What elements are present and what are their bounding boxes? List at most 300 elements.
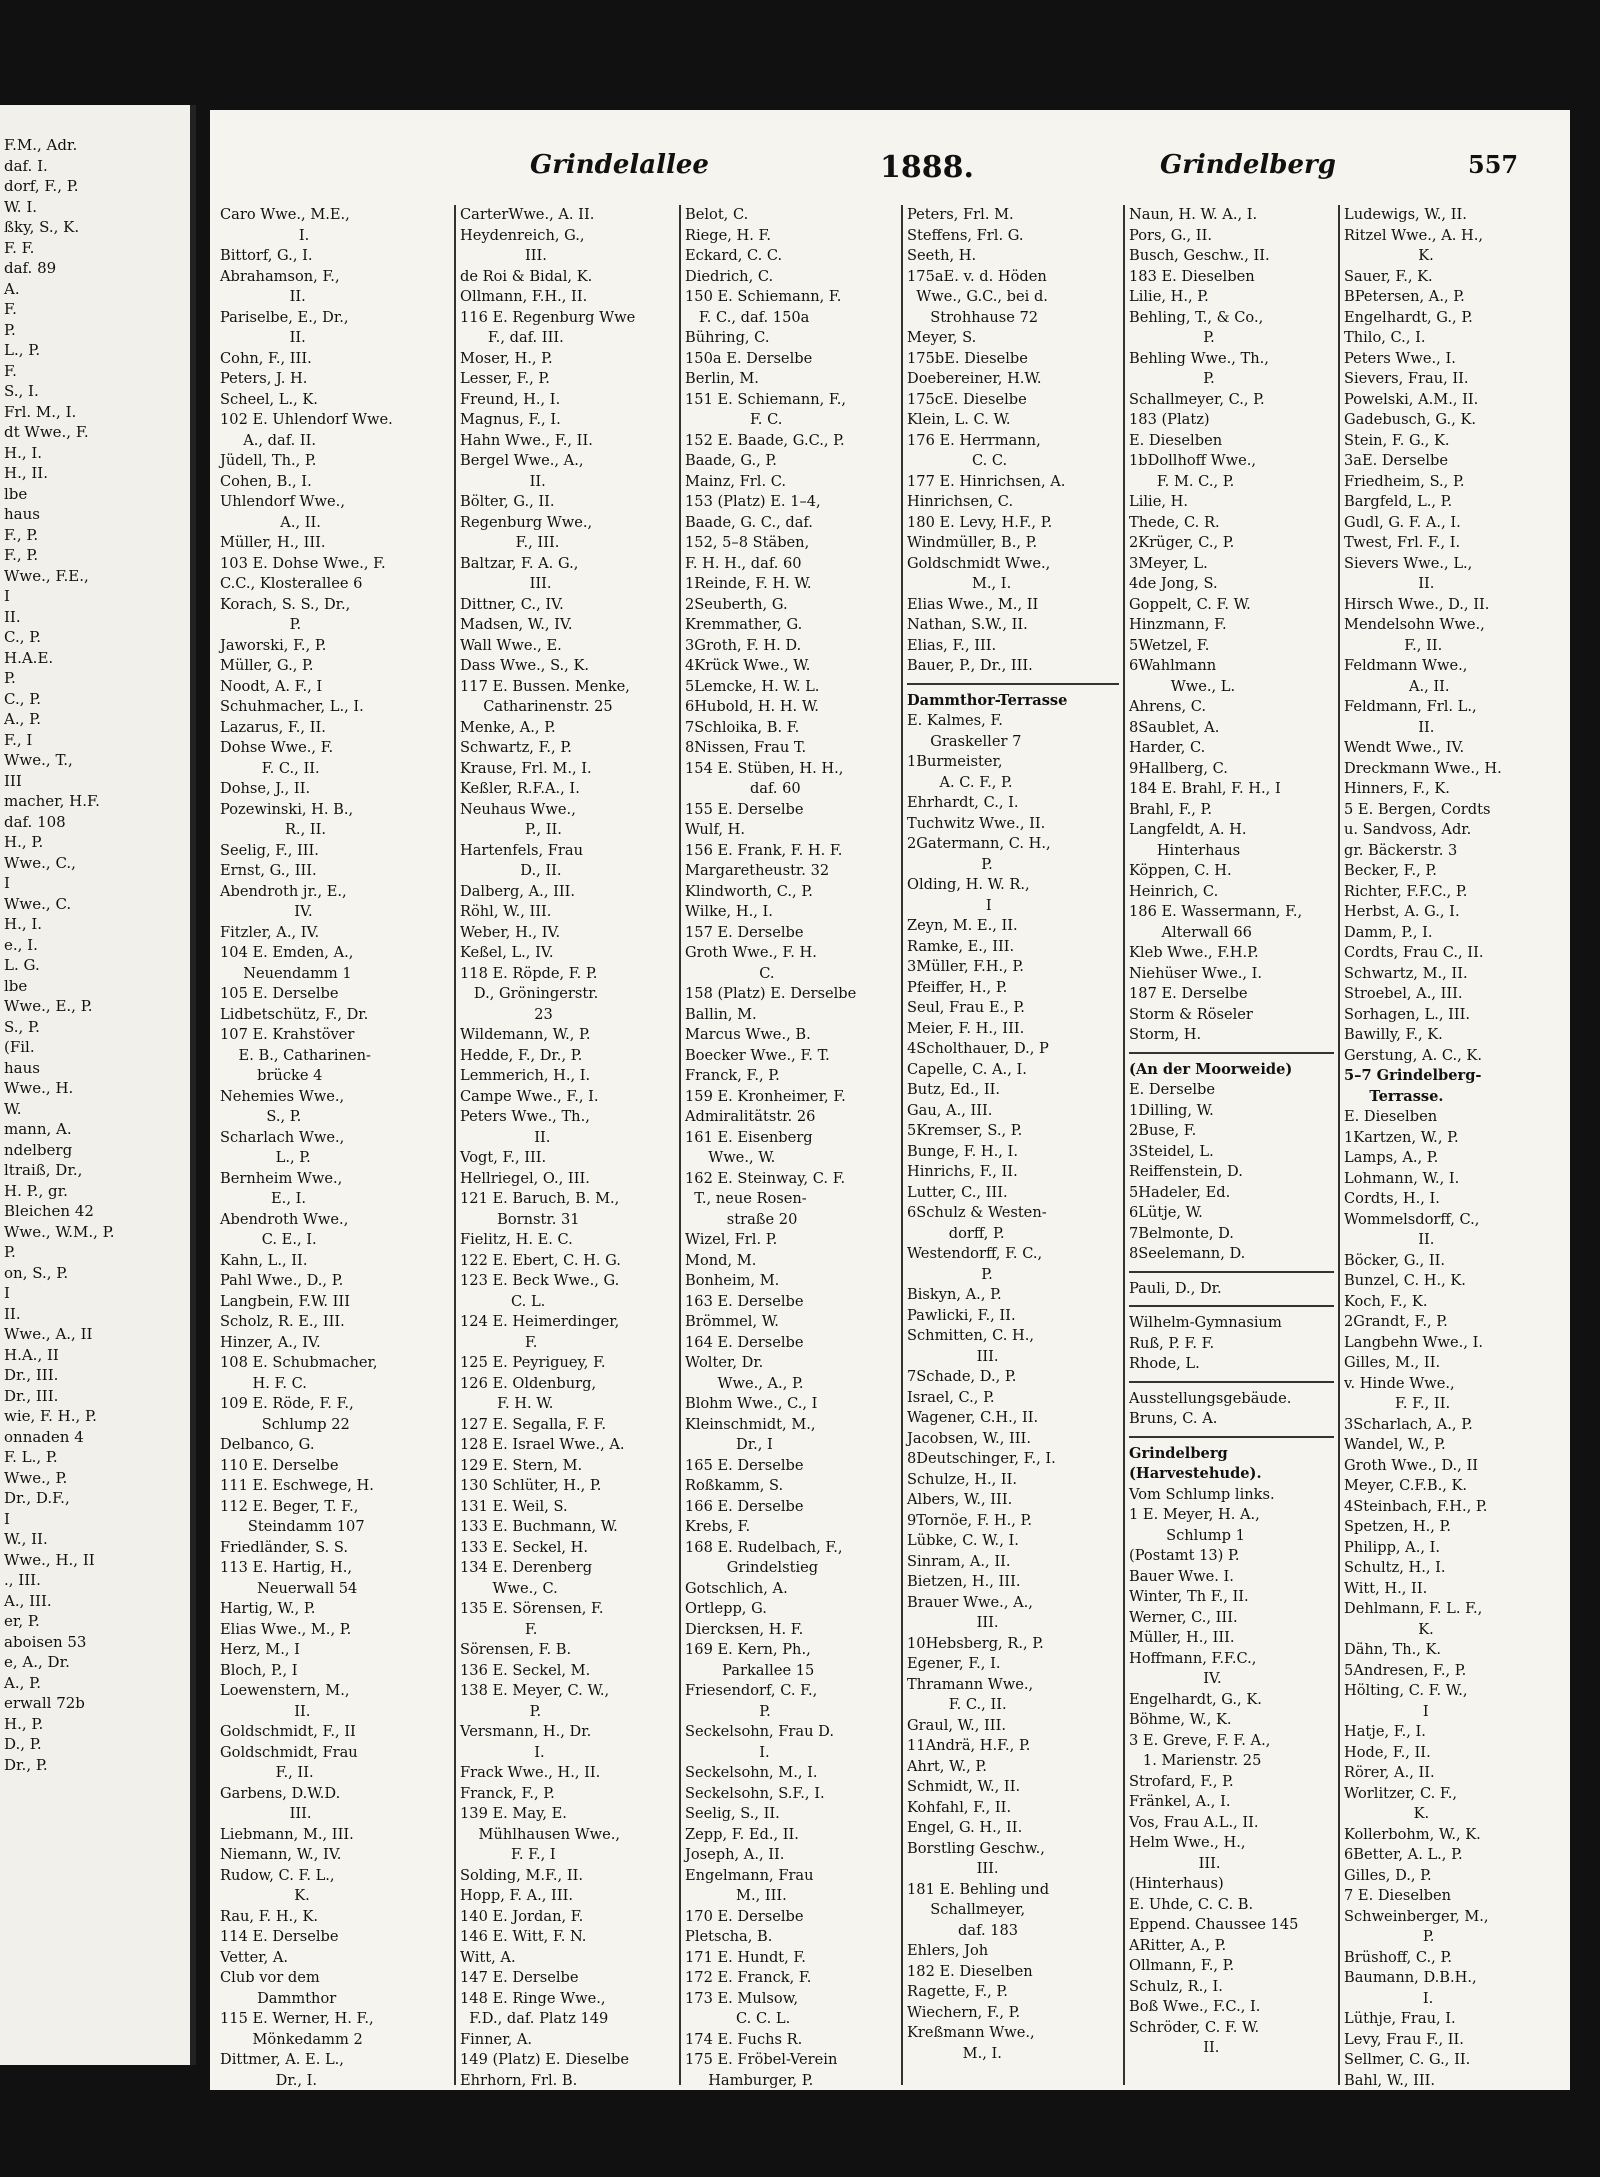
directory-entry: Brauer Wwe., A., <box>907 1593 1033 1611</box>
directory-entry: Schweinberger, M., <box>1344 1907 1489 1925</box>
directory-entry: Gotschlich, A. <box>685 1579 788 1597</box>
directory-entry: I <box>1344 1702 1429 1720</box>
directory-entry: 3Steidel, L. <box>1129 1142 1214 1160</box>
directory-entry: Bloch, P., I <box>220 1661 298 1679</box>
margin-fragment: Dr., P. <box>4 1755 48 1774</box>
directory-entry: Lazarus, F., II. <box>220 718 326 736</box>
margin-fragment: II. <box>4 607 21 626</box>
directory-entry: Dass Wwe., S., K. <box>460 657 589 674</box>
directory-entry: Olding, H. W. R., <box>907 876 1030 893</box>
directory-entry: 115 E. Werner, H. F., <box>220 2010 374 2027</box>
directory-entry: Club vor dem <box>220 1969 320 1986</box>
directory-entry: 154 E. Stüben, H. H., <box>685 759 844 777</box>
header-street-left: Grindelallee <box>530 150 709 180</box>
directory-entry: Menke, A., P. <box>460 718 556 736</box>
directory-entry: Mainz, Frl. C. <box>685 472 787 490</box>
directory-entry: Engelhardt, G., K. <box>1129 1690 1262 1708</box>
directory-entry: 134 E. Derenberg <box>460 1559 593 1576</box>
margin-fragment: F.M., Adr. <box>4 136 78 154</box>
directory-entry: Bruns, C. A. <box>1129 1410 1218 1427</box>
directory-entry: Regenburg Wwe., <box>460 513 593 531</box>
directory-entry: Schwartz, M., II. <box>1344 964 1468 982</box>
directory-entry: Behling, T., & Co., <box>1129 308 1264 326</box>
directory-entry: Keßler, R.F.A., I. <box>460 780 580 797</box>
directory-entry: Baade, G., P. <box>685 452 777 469</box>
directory-entry: Hode, F., II. <box>1344 1743 1431 1761</box>
directory-entry: F., II. <box>220 1764 314 1781</box>
directory-entry: Lübke, C. W., I. <box>907 1532 1019 1549</box>
directory-entry: dorff, P. <box>907 1224 1005 1242</box>
directory-entry: Hatje, F., I. <box>1344 1723 1426 1740</box>
directory-entry: Capelle, C. A., I. <box>907 1060 1027 1078</box>
directory-entry: 1 E. Meyer, H. A., <box>1129 1506 1260 1523</box>
directory-entry: 3Meyer, L. <box>1129 554 1208 572</box>
directory-entry: 173 E. Mulsow, <box>685 1989 799 2007</box>
margin-fragment: daf. 108 <box>4 812 66 831</box>
directory-entry: Lemmerich, H., I. <box>460 1067 591 1084</box>
directory-entry: 181 E. Behling und <box>907 1880 1050 1898</box>
directory-entry: 2Buse, F. <box>1129 1122 1197 1139</box>
directory-entry: Dr., I <box>685 1436 773 1453</box>
directory-entry: Steindamm 107 <box>220 1518 365 1535</box>
directory-entry: 147 E. Derselbe <box>460 1969 579 1986</box>
directory-entry: 105 E. Derselbe <box>220 985 339 1002</box>
directory-entry: Ahrt, W., P. <box>907 1757 987 1775</box>
directory-entry: Rau, F. H., K. <box>220 1907 319 1925</box>
directory-entry: Bauer Wwe. I. <box>1129 1567 1234 1585</box>
margin-fragment: Wwe., H., II <box>4 1550 95 1569</box>
directory-entry: 186 E. Wassermann, F., <box>1129 903 1303 920</box>
directory-entry: K. <box>220 1887 310 1904</box>
directory-entry: 4Steinbach, F.H., P. <box>1344 1497 1488 1515</box>
directory-entry: 111 E. Eschwege, H. <box>220 1477 374 1494</box>
directory-entry: Parkallee 15 <box>685 1661 815 1679</box>
directory-entry: III. <box>460 575 552 592</box>
directory-entry: Ritzel Wwe., A. H., <box>1344 226 1484 244</box>
directory-entry: daf. 60 <box>685 780 801 797</box>
directory-entry: Pletscha, B. <box>685 1928 773 1945</box>
directory-entry: E., I. <box>220 1190 307 1207</box>
section-rule <box>1129 1052 1334 1060</box>
directory-entry: 5Kremser, S., P. <box>907 1122 1023 1139</box>
directory-entry: 121 E. Baruch, B. M., <box>460 1190 620 1207</box>
directory-entry: Wwe., C. <box>460 1579 558 1597</box>
directory-entry: F. F., II. <box>1344 1395 1451 1412</box>
directory-entry: 1Kartzen, W., P. <box>1344 1128 1459 1146</box>
directory-entry: Jüdell, Th., P. <box>220 452 317 469</box>
directory-entry: 2Seuberth, G. <box>685 595 788 613</box>
directory-entry: Scheel, L., K. <box>220 390 318 408</box>
directory-entry: Bernheim Wwe., <box>220 1169 343 1187</box>
directory-entry: 4de Jong, S. <box>1129 575 1218 592</box>
directory-entry: Eckard, C. C. <box>685 247 783 264</box>
directory-entry: Feldmann Wwe., <box>1344 657 1468 674</box>
directory-entry: Rudow, C. F. L., <box>220 1866 335 1884</box>
directory-entry: Schallmeyer, C., P. <box>1129 390 1265 408</box>
directory-entry: 5Hadeler, Ed. <box>1129 1183 1231 1201</box>
margin-fragment: F., I <box>4 730 33 749</box>
directory-entry: Wagener, C.H., II. <box>907 1409 1039 1426</box>
directory-entry: Neuendamm 1 <box>220 964 352 982</box>
directory-entry: III. <box>907 1347 999 1365</box>
directory-entry: Damm, P., I. <box>1344 923 1433 941</box>
directory-entry: Peters, Frl. M. <box>907 206 1014 223</box>
directory-entry: Hellriegel, O., III. <box>460 1169 590 1187</box>
directory-entry: Diedrich, C. <box>685 267 774 285</box>
directory-entry: (Hinterhaus) <box>1129 1875 1224 1892</box>
margin-fragment: II. <box>4 1304 21 1323</box>
directory-entry: Ludewigs, W., II. <box>1344 206 1467 223</box>
directory-entry: S., P. <box>220 1108 302 1125</box>
margin-fragment: erwall 72b <box>4 1694 85 1712</box>
directory-entry: v. Hinde Wwe., <box>1344 1374 1455 1392</box>
directory-entry: Seelig, F., III. <box>220 841 319 859</box>
directory-entry: 174 E. Fuchs R. <box>685 2030 803 2048</box>
directory-entry: Pozewinski, H. B., <box>220 800 354 818</box>
directory-entry: Ehlers, Joh <box>907 1942 989 1959</box>
directory-entry: Dohse, J., II. <box>220 780 311 797</box>
directory-entry: II. <box>220 329 306 346</box>
directory-entry: 170 E. Derselbe <box>685 1907 804 1925</box>
directory-entry: Schuhmacher, L., I. <box>220 698 364 715</box>
directory-entry: I. <box>685 1743 770 1761</box>
directory-entry: II. <box>220 288 306 305</box>
margin-fragment: D., P. <box>4 1735 42 1753</box>
directory-entry: Egener, F., I. <box>907 1655 1001 1672</box>
margin-fragment: dt Wwe., F. <box>4 423 89 441</box>
directory-entry: Wilhelm-Gymnasium <box>1129 1314 1282 1331</box>
previous-page-text-fragments <box>0 105 190 1775</box>
directory-entry: A., II. <box>1344 677 1450 695</box>
directory-entry: 7Schade, D., P. <box>907 1368 1017 1385</box>
directory-entry: 151 E. Schiemann, F., <box>685 390 847 408</box>
directory-entry: Ruß, P. F. F. <box>1129 1334 1215 1352</box>
directory-entry: BPetersen, A., P. <box>1344 288 1465 305</box>
directory-entry: 110 E. Derselbe <box>220 1456 339 1474</box>
directory-entry: P. <box>1129 329 1215 346</box>
directory-entry: A., II. <box>220 513 321 531</box>
directory-entry: 109 E. Röde, F. F., <box>220 1395 354 1412</box>
directory-entry: Heinrich, C. <box>1129 882 1219 900</box>
column-2 <box>460 205 675 2109</box>
header-street-right: Grindelberg <box>1160 150 1336 180</box>
directory-entry: Sinram, A., II. <box>907 1552 1011 1570</box>
directory-entry: Neuerwall 54 <box>220 1579 358 1597</box>
directory-entry: Uhlendorf Wwe., <box>220 493 345 510</box>
directory-entry: 175cE. Dieselbe <box>907 390 1027 408</box>
column-4 <box>907 205 1119 2075</box>
directory-entry: Roßkamm, S. <box>685 1477 784 1494</box>
directory-entry: Wall Wwe., E. <box>460 636 562 654</box>
directory-entry: Zeyn, M. E., II. <box>907 917 1018 934</box>
margin-fragment: W. <box>4 1099 22 1118</box>
directory-entry: E. Uhde, C. C. B. <box>1129 1895 1254 1913</box>
margin-fragment: Wwe., A., II <box>4 1325 93 1343</box>
directory-entry: Meyer, S. <box>907 329 977 346</box>
directory-entry: Mendelsohn Wwe., <box>1344 616 1485 633</box>
directory-entry: E. Kalmes, F. <box>907 712 1003 729</box>
margin-fragment: Wwe., E., P. <box>4 997 93 1015</box>
directory-entry: Bittorf, G., I. <box>220 247 313 264</box>
directory-entry: Baade, G. C., daf. <box>685 513 813 531</box>
directory-entry: Cohen, B., I. <box>220 472 312 490</box>
directory-entry: Campe Wwe., F., I. <box>460 1087 599 1105</box>
directory-entry: 1Reinde, F. H. W. <box>685 575 812 592</box>
directory-entry: Wandel, W., P. <box>1344 1436 1446 1453</box>
directory-entry: Thramann Wwe., <box>907 1675 1034 1693</box>
directory-entry: Ramke, E., III. <box>907 937 1015 955</box>
directory-entry: 118 E. Röpde, F. P. <box>460 964 598 982</box>
directory-entry: 152 E. Baade, G.C., P. <box>685 431 845 449</box>
directory-entry: Kleb Wwe., F.H.P. <box>1129 944 1259 961</box>
directory-entry: Dammthor <box>220 1989 337 2007</box>
directory-entry: 136 E. Seckel, M. <box>460 1661 591 1679</box>
margin-fragment: dorf, F., P. <box>4 177 79 195</box>
directory-entry: Liebmann, M., III. <box>220 1825 354 1843</box>
directory-entry: 123 E. Beck Wwe., G. <box>460 1272 620 1289</box>
directory-entry: 5Lemcke, H. W. L. <box>685 677 820 695</box>
directory-entry: 112 E. Beger, T. F., <box>220 1497 359 1515</box>
directory-entry: Cohn, F., III. <box>220 349 312 367</box>
margin-fragment: Bleichen 42 <box>4 1202 94 1220</box>
margin-fragment: Wwe., H. <box>4 1079 74 1097</box>
directory-entry: Hinzer, A., IV. <box>220 1333 321 1351</box>
directory-entry: Storm, H. <box>1129 1026 1202 1043</box>
directory-entry: Ollmann, F., P. <box>1129 1957 1235 1974</box>
directory-entry: Twest, Frl. F., I. <box>1344 534 1461 551</box>
directory-entry: Mühlhausen Wwe., <box>460 1825 621 1843</box>
directory-entry: D., II. <box>460 862 562 879</box>
directory-entry: 165 E. Derselbe <box>685 1456 804 1474</box>
directory-entry: Catharinenstr. 25 <box>460 698 613 715</box>
column-1 <box>220 205 450 2089</box>
directory-entry: Hinterhaus <box>1129 841 1241 859</box>
directory-entry: Langbein, F.W. III <box>220 1292 350 1310</box>
directory-entry: 156 E. Frank, F. H. F. <box>685 841 843 859</box>
directory-entry: 183 (Platz) <box>1129 411 1210 428</box>
margin-fragment: F. L., P. <box>4 1448 58 1466</box>
margin-fragment: W. I. <box>4 197 38 216</box>
directory-entry: 8Nissen, Frau T. <box>685 739 807 756</box>
directory-entry: 150a E. Derselbe <box>685 349 813 367</box>
directory-entry: Fielitz, H. E. C. <box>460 1231 573 1248</box>
margin-fragment: I <box>4 874 10 892</box>
directory-entry: Witt, A. <box>460 1948 516 1966</box>
directory-entry: Naun, H. W. A., I. <box>1129 206 1258 223</box>
directory-entry: Kohfahl, F., II. <box>907 1798 1012 1816</box>
directory-entry: Ortlepp, G. <box>685 1600 767 1617</box>
column-divider <box>679 205 681 2085</box>
directory-entry: P. <box>1344 1928 1435 1945</box>
directory-entry: Finner, A. <box>460 2030 533 2048</box>
margin-fragment: F. <box>4 300 17 318</box>
directory-entry: Schmidt, W., II. <box>907 1778 1021 1795</box>
directory-entry: Wildemann, W., P. <box>460 1026 591 1043</box>
directory-entry: Boecker Wwe., F. T. <box>685 1046 830 1064</box>
directory-entry: 133 E. Seckel, H. <box>460 1538 589 1556</box>
directory-entry: C. C. L. <box>685 2010 791 2027</box>
directory-entry: Scholz, R. E., III. <box>220 1313 345 1330</box>
directory-entry: Steffens, Frl. G. <box>907 226 1024 244</box>
directory-entry: Köppen, C. H. <box>1129 862 1232 879</box>
directory-entry: Hopp, F. A., III. <box>460 1887 573 1904</box>
directory-entry: Werner, C., III. <box>1129 1608 1238 1626</box>
margin-fragment: L., P. <box>4 341 41 359</box>
margin-fragment: S., I. <box>4 382 39 400</box>
directory-entry: 166 E. Derselbe <box>685 1497 804 1515</box>
directory-entry: Nehemies Wwe., <box>220 1087 345 1105</box>
directory-entry: Diercksen, H. F. <box>685 1620 804 1638</box>
directory-entry: Peters, J. H. <box>220 370 308 387</box>
directory-entry: 8Deutschinger, F., I. <box>907 1450 1056 1467</box>
directory-entry: 138 E. Meyer, C. W., <box>460 1682 610 1699</box>
directory-entry: IV. <box>1129 1670 1222 1687</box>
margin-fragment: e, A., Dr. <box>4 1653 70 1671</box>
directory-entry: Worlitzer, C. F., <box>1344 1784 1457 1802</box>
directory-entry: Herz, M., I <box>220 1641 300 1658</box>
directory-entry: 3aE. Derselbe <box>1344 452 1449 469</box>
directory-entry: Noodt, A. F., I <box>220 677 323 695</box>
directory-entry: 182 E. Dieselben <box>907 1962 1033 1980</box>
directory-entry: III. <box>220 1805 312 1822</box>
directory-entry: Schulz, R., I. <box>1129 1977 1223 1995</box>
directory-entry: Versmann, H., Dr. <box>460 1723 592 1740</box>
directory-entry: Mönkedamm 2 <box>220 2030 363 2048</box>
directory-entry: Albers, W., III. <box>907 1491 1013 1508</box>
directory-entry: 183 E. Dieselben <box>1129 267 1255 285</box>
directory-entry: Philipp, A., I. <box>1344 1538 1441 1556</box>
margin-fragment: on, S., P. <box>4 1263 69 1282</box>
margin-fragment: A., P. <box>4 710 41 728</box>
directory-entry: P. <box>1129 370 1215 387</box>
directory-entry: C.C., Klosterallee 6 <box>220 575 363 592</box>
directory-entry: 157 E. Derselbe <box>685 923 804 941</box>
directory-entry: Baumann, D.B.H., <box>1344 1969 1477 1986</box>
directory-entry: Böcker, G., II. <box>1344 1251 1446 1269</box>
directory-entry: Pawlicki, F., II. <box>907 1306 1016 1324</box>
margin-fragment: Wwe., C. <box>4 894 72 913</box>
margin-fragment: ndelberg <box>4 1140 73 1159</box>
directory-entry: 133 E. Buchmann, W. <box>460 1518 618 1535</box>
directory-entry: Strofard, F., P. <box>1129 1772 1234 1790</box>
directory-entry: daf. 183 <box>907 1921 1019 1939</box>
directory-entry: Sellmer, C. G., II. <box>1344 2051 1471 2068</box>
directory-entry: Pauli, D., Dr. <box>1129 1279 1222 1297</box>
margin-fragment: lbe <box>4 484 28 503</box>
directory-entry: Reiffenstein, D. <box>1129 1163 1243 1180</box>
margin-fragment: A. <box>4 279 20 298</box>
directory-entry: Hartenfels, Frau <box>460 841 583 859</box>
directory-entry: Pfeiffer, H., P. <box>907 978 1008 996</box>
directory-entry: P. <box>907 855 993 873</box>
directory-entry: Bawilly, F., K. <box>1344 1026 1443 1043</box>
directory-entry: Elias Wwe., M., II <box>907 595 1039 613</box>
directory-entry: II. <box>1344 718 1435 736</box>
directory-entry: Lilie, H., P. <box>1129 288 1209 305</box>
directory-entry: Langfeldt, A. H. <box>1129 821 1247 838</box>
margin-fragment: I <box>4 1509 10 1528</box>
directory-entry: 3 E. Greve, F. F. A., <box>1129 1731 1271 1749</box>
directory-entry: Vetter, A. <box>220 1948 289 1966</box>
directory-entry: Bietzen, H., III. <box>907 1573 1021 1590</box>
margin-fragment: er, P. <box>4 1612 40 1630</box>
directory-entry: Krebs, F. <box>685 1518 751 1535</box>
margin-fragment: H., P. <box>4 833 44 851</box>
directory-entry: Hinrichsen, C. <box>907 493 1014 510</box>
directory-entry: H. F. C. <box>220 1374 307 1392</box>
margin-fragment: e., I. <box>4 935 38 954</box>
margin-fragment: lbe <box>4 976 28 995</box>
directory-entry: Goldschmidt, Frau <box>220 1743 358 1761</box>
directory-entry: Keßel, L., IV. <box>460 944 554 961</box>
directory-entry: Zepp, F. Ed., II. <box>685 1825 799 1843</box>
directory-entry: 171 E. Hundt, F. <box>685 1948 806 1966</box>
directory-entry: Grindelstieg <box>685 1559 819 1576</box>
directory-entry: Garbens, D.W.D. <box>220 1784 341 1802</box>
directory-entry: Helm Wwe., H., <box>1129 1834 1246 1851</box>
directory-entry: Dohse Wwe., F. <box>220 739 334 756</box>
directory-entry: 8Saublet, A. <box>1129 718 1220 736</box>
directory-entry: K. <box>1344 1805 1430 1822</box>
section-heading: 5–7 Grindelberg- <box>1344 1067 1482 1084</box>
directory-entry: Koch, F., K. <box>1344 1292 1428 1310</box>
directory-entry: Schwartz, F., P. <box>460 739 572 756</box>
directory-entry: Gilles, M., II. <box>1344 1354 1441 1371</box>
directory-entry: Kleinschmidt, M., <box>685 1415 816 1433</box>
directory-entry: II. <box>1129 2039 1220 2056</box>
directory-entry: ARitter, A., P. <box>1129 1936 1227 1954</box>
directory-entry: Vos, Frau A.L., II. <box>1129 1813 1259 1831</box>
directory-entry: Sauer, F., K. <box>1344 267 1433 285</box>
directory-entry: Friedheim, S., P. <box>1344 472 1465 490</box>
directory-entry: Powelski, A.M., II. <box>1344 390 1479 408</box>
margin-fragment: Wwe., F.E., <box>4 566 89 585</box>
directory-entry: brücke 4 <box>220 1067 323 1084</box>
directory-entry: 7Schloika, B. F. <box>685 718 800 736</box>
directory-entry: Goldschmidt Wwe., <box>907 554 1051 572</box>
directory-entry: Doebereiner, H.W. <box>907 370 1042 387</box>
directory-entry: Borstling Geschw., <box>907 1839 1045 1857</box>
directory-entry: Dittner, C., IV. <box>460 595 564 613</box>
directory-entry: Joseph, A., II. <box>685 1846 785 1863</box>
directory-entry: Lilie, H. <box>1129 493 1188 510</box>
directory-entry: 176 E. Herrmann, <box>907 431 1041 449</box>
directory-entry: Caro Wwe., M.E., <box>220 206 350 223</box>
directory-entry: K. <box>1344 247 1434 264</box>
directory-entry: Hartig, W., P. <box>220 1600 316 1617</box>
directory-entry: Baltzar, F. A. G., <box>460 554 579 572</box>
margin-fragment: F., P. <box>4 525 39 544</box>
directory-entry: 159 E. Kronheimer, F. <box>685 1087 846 1105</box>
directory-entry: 131 E. Weil, S. <box>460 1497 568 1515</box>
column-divider <box>1123 205 1125 2085</box>
directory-entry: Kollerbohm, W., K. <box>1344 1825 1481 1843</box>
directory-entry: 10Hebsberg, R., P. <box>907 1634 1044 1652</box>
directory-entry: Hinrichs, F., II. <box>907 1163 1018 1180</box>
directory-entry: Dreckmann Wwe., H. <box>1344 759 1502 777</box>
directory-entry: Seckelsohn, M., I. <box>685 1764 818 1781</box>
directory-entry: straße 20 <box>685 1210 798 1228</box>
directory-entry: 1. Marienstr. 25 <box>1129 1752 1262 1769</box>
directory-entry: 2Krüger, C., P. <box>1129 534 1235 551</box>
page-number: 557 <box>1468 150 1519 179</box>
directory-entry: Abrahamson, F., <box>220 267 340 285</box>
directory-entry: II. <box>220 1702 311 1720</box>
directory-entry: P. <box>460 1702 542 1720</box>
directory-entry: Röhl, W., III. <box>460 903 552 920</box>
directory-entry: III. <box>1129 1854 1221 1872</box>
directory-entry: Westendorff, F. C., <box>907 1245 1043 1262</box>
